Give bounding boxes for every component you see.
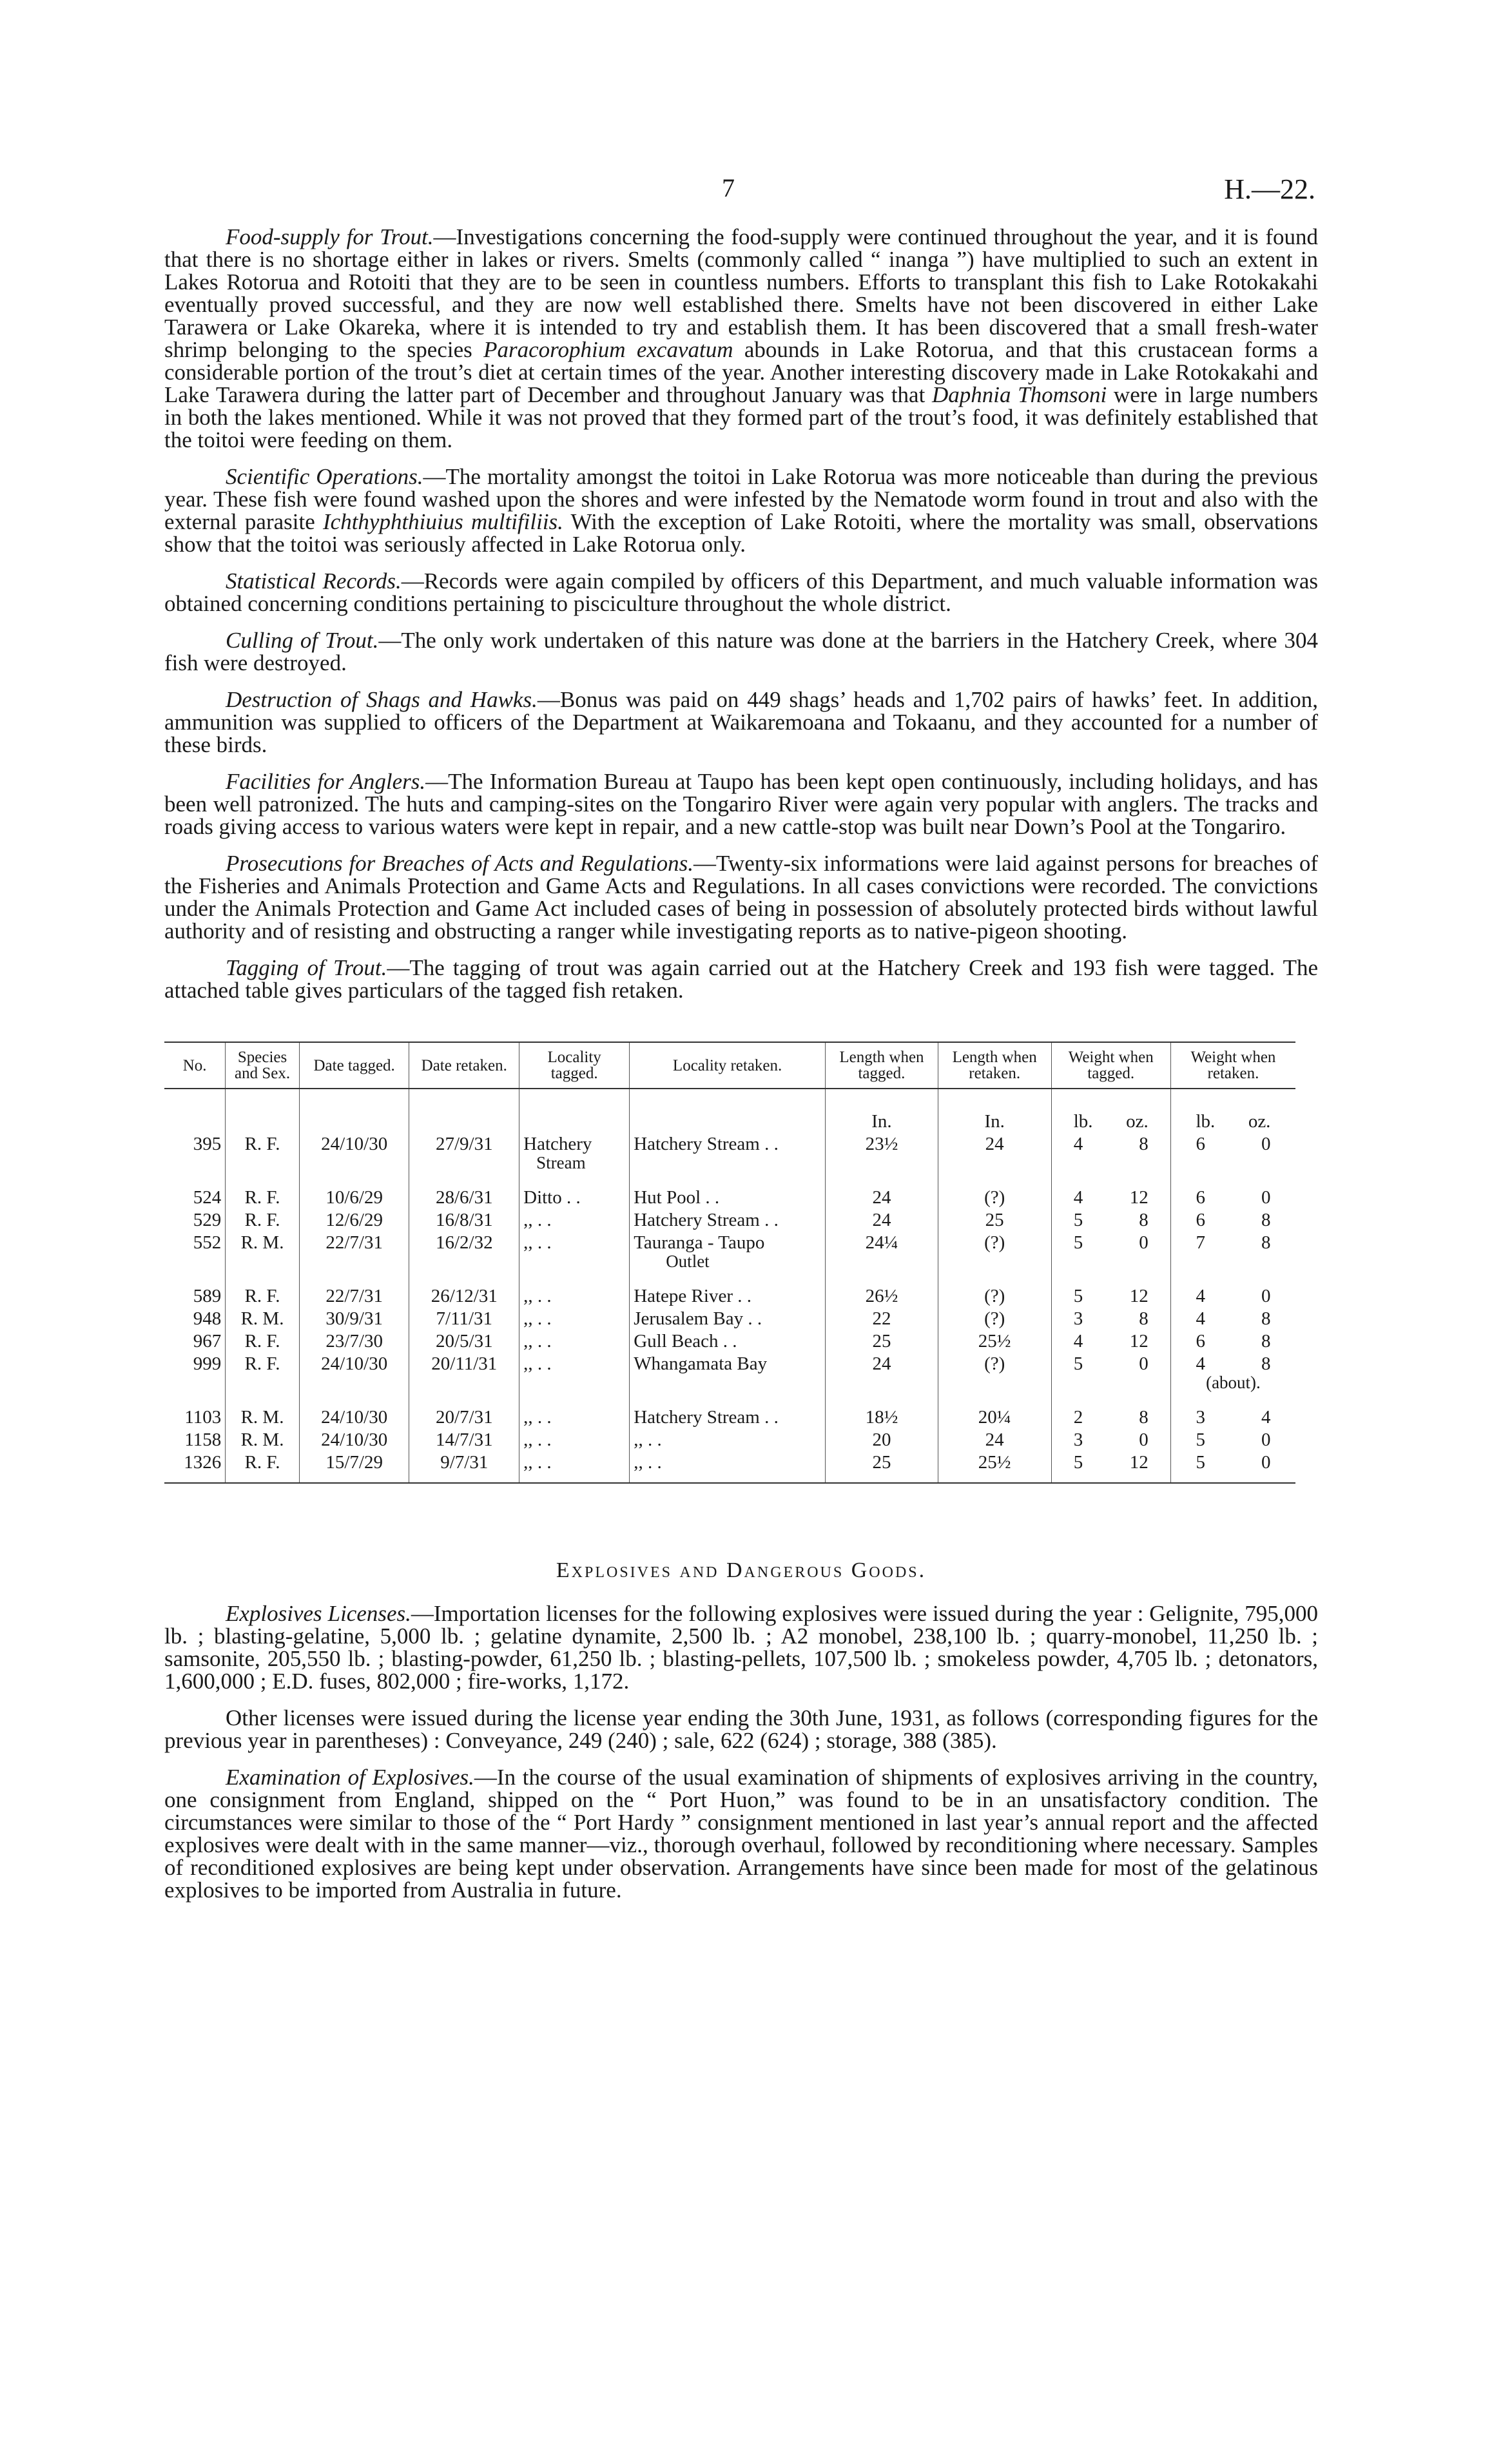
- cell-date-tagged: 30/9/31: [299, 1308, 409, 1330]
- weight-pair: [1196, 1431, 1270, 1449]
- weight-lb: 4: [1073, 1187, 1083, 1208]
- paragraph-text: —Importation licenses for the following explosives were issued during the year : Gelignite, 795,000 lb. ; blasting-gelatine, 5,000 lb. ; gelatine dynamite, 2,500 lb. ; A2 monobel, 238,100 lb. ; quarry-monobel, 11,250 lb. ; samsonite, 205,550 lb. ; blasting-powder, 61,250 lb. ; blasting-pellets, 107,500 lb. ; smokeless powder, 4,705 lb. ; detonators, 1,600,000 ; E.D. fuses, 802,000 ; fire-works, 1,172.: [164, 1601, 1318, 1694]
- weight-oz: 12: [1129, 1331, 1149, 1352]
- paragraph-lead: Culling of Trout.: [226, 628, 379, 653]
- cell-weight-retaken: [1170, 1273, 1295, 1308]
- weight-pair: [1196, 1211, 1270, 1230]
- weight-lb: 4: [1196, 1308, 1205, 1329]
- cell-length-tagged: 26½: [826, 1273, 938, 1308]
- unit-lb: lb.: [1073, 1111, 1093, 1132]
- weight-oz: 12: [1129, 1286, 1149, 1306]
- paragraph-lead: Food-supply for Trout.: [226, 224, 434, 249]
- cell-length-tagged: 20: [826, 1429, 938, 1451]
- weight-lb: 7: [1196, 1232, 1205, 1253]
- cell-date-retaken: 26/12/31: [409, 1273, 519, 1308]
- cell-weight-retaken: [1170, 1174, 1295, 1209]
- cell-locality-tagged: [519, 1394, 630, 1429]
- locality-tagged-text: Hatchery: [523, 1134, 592, 1154]
- cell-date-tagged: 12/6/29: [299, 1209, 409, 1232]
- unit-weight-retaken: [1170, 1089, 1295, 1133]
- weight-oz: 12: [1129, 1452, 1149, 1473]
- weight-lb: 6: [1196, 1187, 1205, 1208]
- weight-pair: [1196, 1135, 1270, 1154]
- weight-oz: 0: [1261, 1429, 1271, 1450]
- col-header-date-retaken: Date retaken.: [409, 1042, 519, 1089]
- section-heading-explosives: Explosives and Dangerous Goods.: [556, 1558, 927, 1582]
- col-header-weight-tagged: Weight when tagged.: [1051, 1042, 1170, 1089]
- cell-no: 524: [193, 1187, 222, 1208]
- weight-oz: 8: [1261, 1232, 1271, 1253]
- page-number: 7: [722, 173, 735, 202]
- cell-length-tagged: 22: [826, 1308, 938, 1330]
- weight-oz: 12: [1129, 1187, 1149, 1208]
- weight-pair: [1074, 1453, 1149, 1472]
- weight-lb: 6: [1196, 1210, 1205, 1230]
- weight-note: (about).: [1206, 1373, 1261, 1392]
- table-row: [164, 1451, 1295, 1483]
- weight-oz: 8: [1261, 1308, 1271, 1329]
- cell-locality-tagged: [519, 1308, 630, 1330]
- weight-lb: 5: [1196, 1452, 1205, 1473]
- paragraph-text: —The tagging of trout was again carried out at the Hatchery Creek and 193 fish were tagged. The attached table gives particulars of the tagged fish retaken.: [164, 955, 1319, 1003]
- paragraph: [164, 465, 1318, 556]
- weight-pair: [1074, 1135, 1149, 1154]
- weight-oz: 8: [1261, 1210, 1271, 1230]
- locality-tagged-text: ,, . .: [523, 1407, 552, 1428]
- cell-species: R. M.: [226, 1232, 300, 1273]
- cell-no: 589: [193, 1286, 222, 1306]
- cell-locality-retaken: [630, 1394, 826, 1429]
- units-row: [164, 1089, 1295, 1133]
- cell-weight-tagged: [1051, 1353, 1170, 1394]
- paragraph-text: —The mortality amongst the toitoi in Lake Rotorua was more noticeable than during the previous year. These fish were found washed upon the shores and were infested by the Nematode worm found in trout and also with the external parasite: [164, 464, 1318, 534]
- cell-locality-tagged: [519, 1451, 630, 1483]
- cell-no: 552: [193, 1232, 222, 1253]
- paragraph-text: —Twenty-six informations were laid against persons for breaches of the Fisheries and Animals Protection and Game Acts and Regulations. In all cases convictions were recorded. The convictions under the Animals Protection and Game Act included cases of being in possession of absolutely protected birds without lawful authority and of resisting and obstructing a ranger while investigating reports as to native-pigeon shooting.: [164, 851, 1318, 944]
- paragraph-text: abounds in Lake Rotorua, and that this crustacean forms a considerable portion of the trout’s diet at certain times of the year. Another interesting discovery made in Lake Rotokakahi and Lake Tarawera during the latter part of December and throughout January was that: [164, 337, 1318, 407]
- col-header-locality-retaken: Locality retaken.: [630, 1042, 826, 1089]
- cell-date-tagged: 15/7/29: [299, 1451, 409, 1483]
- paragraph: [164, 1766, 1318, 1901]
- cell-date-tagged: 24/10/30: [299, 1394, 409, 1429]
- cell-length-retaken: 24: [938, 1429, 1051, 1451]
- cell-weight-retaken: [1170, 1133, 1295, 1174]
- weight-lb: 4: [1073, 1134, 1083, 1154]
- weight-oz: 8: [1261, 1331, 1271, 1352]
- cell-locality-retaken: [630, 1209, 826, 1232]
- weight-lb: 5: [1073, 1452, 1083, 1473]
- cell-date-retaken: 16/2/32: [409, 1232, 519, 1273]
- weight-pair: [1196, 1332, 1270, 1351]
- table-row: [164, 1353, 1295, 1394]
- cell-length-tagged: 25: [826, 1451, 938, 1483]
- cell-length-tagged: 24¼: [826, 1232, 938, 1273]
- cell-weight-tagged: [1051, 1209, 1170, 1232]
- paragraph: [164, 226, 1318, 451]
- cell-date-tagged: 22/7/31: [299, 1273, 409, 1308]
- paragraph-text: —The Information Bureau at Taupo has been kept open continuously, including holidays, and has been well patronized. The huts and camping-sites on the Tongariro River were again very popular with anglers. The tracks and roads giving access to various waters were kept in repair, and a new cattle-stop was built near Down’s Pool at the Tongariro.: [164, 769, 1318, 839]
- locality-tagged-text: ,, . .: [523, 1232, 552, 1253]
- cell-weight-tagged: [1051, 1429, 1170, 1451]
- cell-date-tagged: 23/7/30: [299, 1330, 409, 1353]
- cell-length-tagged: 25: [826, 1330, 938, 1353]
- cell-locality-retaken: [630, 1451, 826, 1483]
- locality-retaken-text: ,, . .: [634, 1452, 662, 1473]
- cell-species: R. M.: [226, 1429, 300, 1451]
- weight-pair: [1074, 1332, 1149, 1351]
- cell-weight-retaken: [1170, 1232, 1295, 1273]
- table-row: [164, 1174, 1295, 1209]
- paragraph-text: —The only work undertaken of this nature was done at the barriers in the Hatchery Creek, where 304 fish were destroyed.: [164, 628, 1318, 675]
- col-header-weight-retaken: Weight when retaken.: [1170, 1042, 1295, 1089]
- col-header-length-retaken: Length when retaken.: [938, 1042, 1051, 1089]
- paragraph-lead: Examination of Explosives.: [226, 1765, 474, 1790]
- cell-locality-retaken: [630, 1174, 826, 1209]
- cell-locality-retaken: [630, 1232, 826, 1273]
- cell-locality-retaken: [630, 1308, 826, 1330]
- cell-weight-tagged: [1051, 1133, 1170, 1174]
- locality-retaken-text: Hatchery Stream . .: [634, 1134, 779, 1154]
- cell-date-tagged: 24/10/30: [299, 1133, 409, 1174]
- col-header-species: Species and Sex.: [226, 1042, 300, 1089]
- paragraph-lead: Tagging of Trout.: [226, 955, 387, 980]
- cell-date-tagged: 22/7/31: [299, 1232, 409, 1273]
- cell-date-retaken: 20/5/31: [409, 1330, 519, 1353]
- cell-date-retaken: 27/9/31: [409, 1133, 519, 1174]
- weight-oz: 0: [1261, 1134, 1271, 1154]
- cell-date-retaken: 16/8/31: [409, 1209, 519, 1232]
- cell-weight-tagged: [1051, 1273, 1170, 1308]
- cell-locality-tagged: [519, 1273, 630, 1308]
- weight-oz: 0: [1139, 1353, 1149, 1374]
- cell-date-retaken: 14/7/31: [409, 1429, 519, 1451]
- cell-weight-tagged: [1051, 1232, 1170, 1273]
- weight-pair: [1074, 1408, 1149, 1427]
- weight-lb: 4: [1073, 1331, 1083, 1352]
- cell-no: 1326: [164, 1451, 226, 1483]
- locality-retaken-text: ,, . .: [634, 1429, 662, 1450]
- unit-weight-tagged: [1051, 1089, 1170, 1133]
- weight-lb: 3: [1073, 1308, 1083, 1329]
- weight-lb: 5: [1073, 1210, 1083, 1230]
- paragraph: [164, 956, 1318, 1002]
- weight-pair: [1196, 1234, 1270, 1252]
- cell-locality-tagged: [519, 1429, 630, 1451]
- unit-oz: oz.: [1126, 1111, 1149, 1132]
- cell-length-retaken: 24: [938, 1133, 1051, 1174]
- weight-oz: 8: [1139, 1407, 1149, 1428]
- locality-retaken-text: Jerusalem Bay . .: [634, 1308, 762, 1329]
- cell-species: R. F.: [226, 1133, 300, 1174]
- weight-lb: 6: [1196, 1134, 1205, 1154]
- paragraph-text: were in large numbers in both the lakes mentioned. While it was not proved that they formed part of the trout’s food, it was definitely established that the toitoi were feeding on them.: [164, 382, 1319, 452]
- table-header-row: [164, 1042, 1295, 1089]
- paragraph-lead: Explosives Licenses.: [226, 1601, 411, 1626]
- locality-retaken-text: Whangamata Bay: [634, 1353, 768, 1374]
- cell-no: 395: [193, 1134, 222, 1154]
- paragraph-text: Other licenses were issued during the license year ending the 30th June, 1931, as follows (corresponding figures for the previous year in parentheses) : Conveyance, 249 (240) ; sale, 622 (624) ; storage, 388 (385).: [164, 1705, 1318, 1753]
- cell-weight-tagged: [1051, 1394, 1170, 1429]
- cell-length-retaken: 20¼: [938, 1394, 1051, 1429]
- paragraph: [164, 1602, 1318, 1692]
- cell-locality-tagged: [519, 1133, 630, 1174]
- table-row: [164, 1394, 1295, 1429]
- locality-retaken-text: Tauranga - Taupo: [634, 1232, 765, 1253]
- paragraph: [164, 688, 1318, 756]
- paragraph: [164, 1707, 1318, 1752]
- locality-tagged-text: ,, . .: [523, 1452, 552, 1473]
- locality-retaken-text: Hatepe River . .: [634, 1286, 751, 1306]
- cell-length-tagged: 18½: [826, 1394, 938, 1429]
- paragraph-text: —Bonus was paid on 449 shags’ heads and 1,702 pairs of hawks’ feet. In addition, ammunition was supplied to officers of the Department at Waikaremoana and Tokaanu, and they accounted for a number of these birds.: [164, 687, 1319, 757]
- cell-weight-retaken: [1170, 1451, 1295, 1483]
- locality-tagged-text: ,, . .: [523, 1331, 552, 1352]
- cell-no: 948: [193, 1308, 222, 1329]
- cell-locality-tagged: [519, 1174, 630, 1209]
- cell-length-retaken: (?): [938, 1308, 1051, 1330]
- cell-length-retaken: (?): [938, 1273, 1051, 1308]
- weight-pair: [1074, 1310, 1149, 1328]
- table-row: [164, 1330, 1295, 1353]
- cell-date-retaken: 7/11/31: [409, 1308, 519, 1330]
- locality-tagged-text: ,, . .: [523, 1286, 552, 1306]
- paragraph-text: —Investigations concerning the food-supply were continued throughout the year, and it is found that there is no shortage either in lakes or rivers. Smelts (commonly called “ inanga ”) have multiplied to such an extent in Lakes Rotorua and Rotoiti that they are to be seen in countless numbers. Efforts to transplant this fish to Lake Rotokakahi eventually proved successful, and they are now well established there. Smelts have not been discovered in either Lake Tarawera or Lake Okareka, where it is intended to try and establish them. It has been discovered that a small fresh-water shrimp belonging to the species: [164, 224, 1318, 362]
- unit-length-tagged: In.: [826, 1089, 938, 1133]
- locality-tagged-text: Ditto . .: [523, 1187, 581, 1208]
- cell-weight-tagged: [1051, 1330, 1170, 1353]
- locality-retaken-text: Hatchery Stream . .: [634, 1210, 779, 1230]
- weight-lb: 5: [1073, 1353, 1083, 1374]
- locality-retaken-text: Hut Pool . .: [634, 1187, 720, 1208]
- unit-oz: oz.: [1248, 1111, 1271, 1132]
- col-header-date-tagged: Date tagged.: [299, 1042, 409, 1089]
- paragraph-text: —In the course of the usual examination of shipments of explosives arriving in the country, one consignment from England, shipped on the “ Port Huon,” was found to be in an unsatisfactory condition. The circumstances were similar to those of the “ Port Hardy ” consignment mentioned in last year’s annual report and the affected explosives were dealt with in the same manner—viz., thorough overhaul, followed by reconditioning where necessary. Samples of reconditioned explosives are being kept under observation. Arrangements have since been made for most of the gelatinous explosives to be imported from Australia in future.: [164, 1765, 1318, 1903]
- col-header-length-tagged: Length when tagged.: [826, 1042, 938, 1089]
- table-row: [164, 1308, 1295, 1330]
- cell-species: R. M.: [226, 1394, 300, 1429]
- cell-weight-retaken: [1170, 1330, 1295, 1353]
- paragraph-text: With the exception of Lake Rotoiti, where the mortality was small, observations show that the toitoi was seriously affected in Lake Rotorua only.: [164, 509, 1318, 557]
- cell-locality-tagged: [519, 1232, 630, 1273]
- cell-locality-tagged: [519, 1209, 630, 1232]
- weight-oz: 8: [1139, 1210, 1149, 1230]
- weight-lb: 5: [1196, 1429, 1205, 1450]
- weight-pair: [1074, 1211, 1149, 1230]
- unit-lb: lb.: [1196, 1111, 1216, 1132]
- species-name: Ichthyphthiuius multifiliis.: [323, 509, 563, 534]
- cell-length-tagged: 24: [826, 1209, 938, 1232]
- cell-locality-tagged: [519, 1353, 630, 1394]
- weight-pair: [1196, 1310, 1270, 1328]
- weight-lb: 3: [1073, 1429, 1083, 1450]
- weight-oz: 4: [1261, 1407, 1271, 1428]
- weight-oz: 0: [1261, 1187, 1271, 1208]
- weight-oz: 0: [1261, 1452, 1271, 1473]
- cell-species: R. F.: [226, 1451, 300, 1483]
- locality-tagged-text: ,, . .: [523, 1210, 552, 1230]
- weight-lb: 3: [1196, 1407, 1205, 1428]
- cell-weight-retaken: [1170, 1308, 1295, 1330]
- weight-pair: [1074, 1431, 1149, 1449]
- cell-locality-tagged: [519, 1330, 630, 1353]
- cell-no: 999: [193, 1353, 222, 1374]
- cell-locality-retaken: [630, 1330, 826, 1353]
- col-header-locality-tagged: Locality tagged.: [519, 1042, 630, 1089]
- paragraph-lead: Facilities for Anglers.: [226, 769, 426, 794]
- paragraph-lead: Prosecutions for Breaches of Acts and Regulations.: [226, 851, 693, 876]
- weight-lb: 4: [1196, 1286, 1205, 1306]
- cell-weight-retaken: [1170, 1429, 1295, 1451]
- cell-locality-retaken: [630, 1273, 826, 1308]
- paragraph: [164, 629, 1318, 674]
- weight-oz: 0: [1261, 1286, 1271, 1306]
- cell-no: 1158: [184, 1429, 222, 1450]
- cell-locality-retaken: [630, 1133, 826, 1174]
- cell-weight-tagged: [1051, 1451, 1170, 1483]
- weight-pair: [1074, 1355, 1149, 1373]
- cell-date-tagged: 24/10/30: [299, 1353, 409, 1394]
- locality-tagged-text: ,, . .: [523, 1429, 552, 1450]
- cell-locality-retaken: [630, 1429, 826, 1451]
- cell-length-tagged: 23½: [826, 1133, 938, 1174]
- weight-lb: 5: [1073, 1286, 1083, 1306]
- locality-tagged-text: ,, . .: [523, 1353, 552, 1374]
- weight-lb: 2: [1073, 1407, 1083, 1428]
- cell-weight-tagged: [1051, 1308, 1170, 1330]
- cell-no: 967: [193, 1331, 222, 1352]
- cell-date-retaken: 28/6/31: [409, 1174, 519, 1209]
- page-reference: H.—22.: [1224, 173, 1315, 205]
- tagged-trout-table: [164, 1042, 1295, 1484]
- cell-species: R. M.: [226, 1308, 300, 1330]
- document-body: [164, 226, 1318, 1915]
- table-row: [164, 1273, 1295, 1308]
- cell-date-tagged: 24/10/30: [299, 1429, 409, 1451]
- locality-tagged-text: ,, . .: [523, 1308, 552, 1329]
- locality-retaken-text: Hatchery Stream . .: [634, 1407, 779, 1428]
- explosives-section: [164, 1602, 1318, 1901]
- cell-species: R. F.: [226, 1209, 300, 1232]
- paragraph-lead: Scientific Operations.: [226, 464, 423, 489]
- unit-length-retaken: In.: [938, 1089, 1051, 1133]
- weight-oz: 8: [1261, 1353, 1271, 1374]
- cell-length-retaken: (?): [938, 1353, 1051, 1394]
- cell-date-retaken: 20/11/31: [409, 1353, 519, 1394]
- cell-species: R. F.: [226, 1330, 300, 1353]
- paragraph-lead: Statistical Records.: [226, 568, 402, 594]
- weight-pair: [1074, 1234, 1149, 1252]
- cell-length-tagged: 24: [826, 1174, 938, 1209]
- weight-oz: 0: [1139, 1232, 1149, 1253]
- cell-length-retaken: 25½: [938, 1451, 1051, 1483]
- cell-date-tagged: 10/6/29: [299, 1174, 409, 1209]
- paragraph-text: —Records were again compiled by officers of this Department, and much valuable information was obtained concerning conditions pertaining to pisciculture throughout the whole district.: [164, 568, 1318, 616]
- cell-weight-retaken: [1170, 1209, 1295, 1232]
- cell-length-retaken: 25: [938, 1209, 1051, 1232]
- weight-oz: 8: [1139, 1308, 1149, 1329]
- cell-date-retaken: 9/7/31: [409, 1451, 519, 1483]
- weight-pair: [1196, 1408, 1270, 1427]
- locality-tagged-line2: Stream: [536, 1153, 586, 1172]
- col-header-no: No.: [164, 1042, 226, 1089]
- cell-length-retaken: (?): [938, 1174, 1051, 1209]
- table-body: [164, 1089, 1295, 1483]
- weight-oz: 8: [1139, 1134, 1149, 1154]
- cell-no: 529: [193, 1210, 222, 1230]
- cell-weight-retaken: [1170, 1353, 1295, 1394]
- weight-pair: [1196, 1453, 1270, 1472]
- cell-no: 1103: [184, 1407, 222, 1428]
- cell-date-retaken: 20/7/31: [409, 1394, 519, 1429]
- cell-species: R. F.: [226, 1174, 300, 1209]
- weight-lb: 5: [1073, 1232, 1083, 1253]
- weight-pair: [1196, 1188, 1270, 1207]
- weight-pair: [1196, 1355, 1270, 1373]
- paragraph: [164, 770, 1318, 838]
- cell-species: R. F.: [226, 1353, 300, 1394]
- paragraph-lead: Destruction of Shags and Hawks.: [226, 687, 538, 712]
- cell-locality-retaken: [630, 1353, 826, 1394]
- cell-weight-retaken: [1170, 1394, 1295, 1429]
- table-row: [164, 1232, 1295, 1273]
- table-row: [164, 1133, 1295, 1174]
- locality-retaken-line2: Outlet: [666, 1252, 710, 1271]
- weight-lb: 4: [1196, 1353, 1205, 1374]
- table-row: [164, 1429, 1295, 1451]
- locality-retaken-text: Gull Beach . .: [634, 1331, 737, 1352]
- weight-lb: 6: [1196, 1331, 1205, 1352]
- weight-pair: [1196, 1287, 1270, 1306]
- paragraph: [164, 852, 1318, 942]
- cell-weight-tagged: [1051, 1174, 1170, 1209]
- weight-oz: 0: [1139, 1429, 1149, 1450]
- weight-pair: [1074, 1188, 1149, 1207]
- cell-length-retaken: (?): [938, 1232, 1051, 1273]
- weight-pair: [1074, 1287, 1149, 1306]
- species-name: Daphnia Thomsoni: [931, 382, 1107, 407]
- cell-length-tagged: 24: [826, 1353, 938, 1394]
- table-row: [164, 1209, 1295, 1232]
- paragraph: [164, 570, 1318, 615]
- cell-length-retaken: 25½: [938, 1330, 1051, 1353]
- fisheries-section: [164, 226, 1318, 1002]
- species-name: Paracorophium excavatum: [483, 337, 733, 362]
- cell-species: R. F.: [226, 1273, 300, 1308]
